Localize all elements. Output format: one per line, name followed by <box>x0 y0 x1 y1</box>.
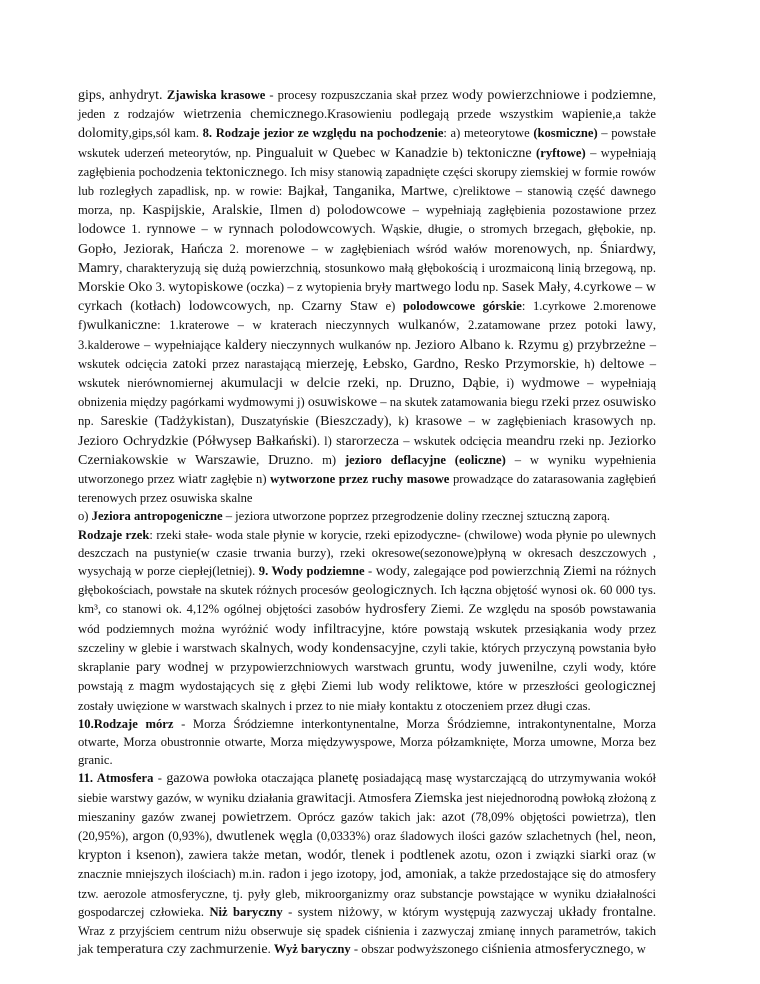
text-run: wiatr <box>178 472 207 488</box>
text-run: Jeziorko Czerniakowskie <box>78 433 657 468</box>
text-run: Druzno <box>268 452 311 468</box>
text-run: wydostających się z głębi Ziemi lub <box>174 679 379 694</box>
text-run: pary wodnej <box>135 660 209 676</box>
text-run: lawy <box>625 318 653 334</box>
text-run: , 2.zatamowane przez potoki <box>456 318 626 333</box>
text-run: morenowe <box>245 241 305 257</box>
text-run: – wskutek odcięcia <box>78 337 656 371</box>
text-run: jest niejednorodną powłoką złożoną z mieszaniny gazów zwanej <box>78 790 657 824</box>
text-run: deltowe <box>600 356 645 372</box>
bold-run: 11. Atmosfera <box>78 771 154 786</box>
text-run: wody powierzchniowe <box>451 88 580 103</box>
text-run: wody kondensacyjne <box>296 640 416 656</box>
text-run: wapienie <box>561 107 613 123</box>
text-run: – w zagłębieniach wśród wałów <box>304 241 495 256</box>
text-run: : 1.kraterowe – w kraterach nieczynnych <box>157 318 398 333</box>
text-run: przez narastającą <box>206 356 307 371</box>
text-run: krasowe <box>415 414 462 430</box>
text-run: (hel, neon, krypton i ksenon) <box>78 828 656 864</box>
text-run: martwego lodu <box>394 280 480 296</box>
text-run: wody juwenilne <box>460 660 554 676</box>
text-run: , np. <box>267 299 302 314</box>
text-run: 3. <box>152 280 169 295</box>
text-run: rzeki np. <box>555 433 609 448</box>
text-run: w <box>168 452 196 467</box>
text-run: : rzeki stałe- woda stale płynie w korycie, rzeki epizodyczne- (chwilowe) woda płynie po ulewnych deszczach na pustynie(w czasie trwania burzy), rzeki okresowe(sezonowe)płyną w okresach deszczowych , wysychają w porze ciepłej(letniej). <box>78 527 656 579</box>
text-run: , zalegające pod powierzchnią <box>406 564 564 579</box>
text-run: krasowych <box>573 414 634 430</box>
text-run: Ziemi <box>563 564 597 580</box>
text-run: , jeden z rodzajów <box>78 88 656 122</box>
text-run: morenowych <box>494 241 568 257</box>
bold-run: polodowcowe górskie <box>402 299 522 314</box>
text-run: , Duszatyńskie <box>231 414 316 429</box>
text-run: wody infiltracyjne <box>274 621 382 637</box>
text-run: - <box>153 771 167 786</box>
paragraph-rodzaje-morz <box>78 715 656 770</box>
text-run: gruntu <box>414 660 452 676</box>
text-run: . Wąskie, długie, o stromych brzegach, głębokie, np. <box>372 222 657 237</box>
paragraph-jeziora <box>78 86 656 507</box>
text-run: np. <box>78 414 101 429</box>
bold-run: 10.Rodzaje mórz <box>78 716 174 731</box>
text-run: meandru <box>506 433 556 449</box>
text-run: delcie <box>306 376 341 392</box>
text-run: i związki <box>522 848 581 863</box>
text-run: . Ich misy stanowią zapadnięte części skorupy ziemskiej w formie rowów lub rozległych zapadlisk, np. w rowie: <box>78 164 656 199</box>
text-run: , 3.kalderowe – wypełniające <box>78 318 656 352</box>
text-run: Rzymu <box>518 337 559 353</box>
text-run: , w którym występują zazwyczaj <box>379 904 559 919</box>
text-run: (Półwysep Bałkański) <box>192 433 317 449</box>
text-run: metan, wodór, tlenek i podtlenek <box>264 848 455 864</box>
text-run: gips, anhydryt. <box>78 88 167 103</box>
text-run: Warszawie <box>195 452 257 468</box>
text-run: (0,93%), <box>164 828 217 843</box>
text-run: gazowa <box>166 771 210 787</box>
text-run: tektonicznego <box>205 164 284 180</box>
text-run: : a) meteorytowe <box>443 126 534 141</box>
text-run: – powstałe wskutek uderzeń meteorytów, np. <box>78 126 656 160</box>
text-run: – w zagłębieniach <box>462 414 574 429</box>
bold-run: (ryftowe) <box>536 145 586 160</box>
text-run: – wypełniają obnizenia między pagórkami wydmowymi j) <box>78 376 656 410</box>
text-run: 1. <box>125 222 147 237</box>
text-run: posiadającą masę wystarczającą do utrzymywania wokół siebie warstwy gazów, w wyniku działania <box>78 771 656 805</box>
text-run: wulkanów <box>397 318 457 334</box>
text-run: - procesy rozpuszczania skał przez <box>265 88 452 102</box>
text-run: zostały uwięzione w warstwach skalnych i przez to nie miały kontaktu z otoczeniem przez długi czas. <box>78 698 591 713</box>
text-run: Druzno, Dąbie <box>409 376 496 392</box>
text-run: temperatura czy zachmurzenie <box>96 942 268 958</box>
text-run: azotu, <box>455 848 496 863</box>
text-run: podziemne <box>591 88 653 103</box>
text-run: ,gips,sól kam. <box>128 126 203 141</box>
text-run: . Atmosfera <box>352 790 415 805</box>
text-run: w przypowierzchniowych warstwach <box>208 660 415 675</box>
text-run: geologicznych <box>352 583 434 599</box>
text-run: przybrzeżne <box>577 337 646 353</box>
text-run: .Krasowieniu podlegają przede wszystkim <box>324 107 562 122</box>
text-run: Ziemska <box>414 790 463 806</box>
text-run: (0,0333%) oraz śladowych ilości gazów szlachetnych <box>312 828 596 843</box>
text-run: rynnach polodowcowych <box>228 222 373 238</box>
text-run: . m) <box>310 452 345 467</box>
text-run: (Bieszczady) <box>315 414 389 430</box>
text-run: i jego izotopy, <box>300 867 381 882</box>
text-run: (oczka) – z wytopienia bryły <box>243 280 395 295</box>
text-run: Ziemi. Ze względu na sposób powstawania wód podziemnych można wyróżnić <box>78 602 656 636</box>
text-run: – wypełniają zagłębienia pochodzenia <box>78 145 656 179</box>
text-run: - Morza Śródziemne interkontynentalne, Morza Śródziemne, intrakontynentalne, Morza otwarte, Morza obustronnie otwarte, Morza międzywyspowe, Morza półzamknięte, Morza umowne, Morza bez granic. <box>78 716 656 768</box>
text-run: układy frontalne <box>558 904 653 920</box>
text-run: tlen <box>635 809 657 825</box>
text-run: rzeki <box>541 395 570 411</box>
bold-run: Niż baryczny <box>209 904 283 919</box>
bold-run: wytworzone przez ruchy masowe <box>270 472 450 487</box>
bold-run: Rodzaje rzek <box>78 527 150 542</box>
text-run: , <box>256 452 269 467</box>
text-run: – na skutek zatamowania biegu <box>377 395 542 410</box>
bold-run: 9. Wody podziemne <box>258 564 365 579</box>
text-run: wody <box>375 564 407 580</box>
text-run: , h) <box>575 356 601 371</box>
text-run: e) <box>377 299 403 314</box>
text-run: Jezioro Ochrydzkie <box>78 433 189 449</box>
text-run: jod, amoniak <box>380 867 454 883</box>
text-run: powietrzem <box>222 809 289 825</box>
text-run: ,a także <box>612 107 657 122</box>
text-run: Bajkał, Tanganika, Martwe <box>287 184 445 200</box>
text-run: - <box>364 564 376 579</box>
paragraph-atmosfera <box>78 769 656 959</box>
text-run: np. <box>479 280 502 295</box>
text-run: , charakteryzują się dużą powierzchnią, stosunkowo małą głębokością i urozmaiconą linią brzegową, np. <box>119 260 656 275</box>
text-run: wulkaniczne <box>86 318 158 334</box>
text-run: , <box>451 660 461 675</box>
bold-run: Wyż baryczny <box>273 942 351 957</box>
text-run: geologicznej <box>584 679 656 695</box>
text-run: nieczynnych wulkanów np. <box>266 337 416 352</box>
text-run: – wskutek odcięcia <box>399 433 507 448</box>
text-run: dolomity <box>78 126 129 142</box>
text-run: , które w przeszłości <box>468 679 585 694</box>
text-run: – wypełniają zagłębienia pozostawione przez <box>405 203 657 218</box>
text-run: skalnych <box>240 640 291 656</box>
text-run: 2. <box>222 241 246 256</box>
text-run: . l) <box>316 433 337 448</box>
text-run: mierzeję <box>306 356 355 372</box>
text-run: b) <box>447 145 468 160</box>
text-run: wytopiskowe <box>168 280 244 296</box>
text-run: wydmowe <box>521 376 580 392</box>
text-run: akumulacji <box>220 376 283 392</box>
text-run: – jeziora utworzone poprzez przegrodzenie doliny rzecznej sztuczną zaporą. <box>222 509 610 524</box>
text-run: na różnych głębokościach, powstałe na skutek różnych procesów <box>78 564 656 598</box>
text-run: , w <box>630 942 646 957</box>
text-run: , <box>354 356 363 371</box>
text-run: oraz (w znacznie mniejszych ilościach) m.in. <box>78 848 657 882</box>
text-run: powłoka otaczająca <box>209 771 318 786</box>
text-run: , zawiera także <box>180 848 265 863</box>
text-run: wietrzenia chemicznego <box>183 107 325 123</box>
text-run: ozon <box>495 848 523 864</box>
text-run: Pingualuit w Quebec w Kanadzie <box>255 145 448 161</box>
text-run: . Ich łączna objętość wynosi ok. 60 000 tys. km³, co stanowi ok. 4,12% ogólnej objętości zasobów <box>78 583 657 617</box>
text-run: . <box>267 942 274 957</box>
bold-run: jezioro deflacyjne (eoliczne) <box>344 452 506 467</box>
text-run: zagłębie n) <box>206 472 271 487</box>
text-run: . Wraz z przyjściem centrum niżu obserwuje się spadek ciśnienia i zazwyczaj zmianę innych parametrów, takich jak <box>78 904 657 957</box>
text-run: - obszar podwyższonego <box>350 942 482 957</box>
text-run: kaldery <box>224 337 267 353</box>
text-run: hydrosfery <box>365 602 426 618</box>
text-run: , i) <box>495 376 522 391</box>
text-run: Morskie Oko <box>78 280 153 296</box>
text-run: – w wyniku wypełnienia utworzonego przez <box>78 452 656 487</box>
text-run: siarki <box>580 848 612 864</box>
text-run: : 1.cyrkowe 2.morenowe f) <box>78 299 657 333</box>
text-run: przez <box>569 395 604 410</box>
text-run: polodowcowe <box>327 203 406 219</box>
text-run <box>340 376 347 390</box>
text-run: rzeki <box>347 376 376 392</box>
text-run: prowadzące do zatarasowania zagłębień terenowych przez osuwiska skalne <box>78 472 656 506</box>
text-run: – wskutek nierównomiernej <box>78 356 657 391</box>
text-run: azot <box>441 809 466 825</box>
text-run: k. <box>500 337 519 352</box>
text-run: , np. <box>375 376 410 391</box>
text-run: osuwiskowe <box>307 395 378 411</box>
text-run: lodowce <box>78 222 126 238</box>
text-run: np. <box>633 414 657 429</box>
text-run: , które powstają wskutek przesiąkania wody przez szczeliny w glebie i warstwach <box>78 621 656 655</box>
text-run: argon <box>132 828 165 844</box>
text-run: radon <box>268 867 301 883</box>
text-run: , k) <box>388 414 416 429</box>
text-run: , <box>290 640 297 655</box>
text-run: , 4. <box>567 280 584 295</box>
text-run: Kaspijskie, Aralskie, Ilmen <box>142 203 303 219</box>
text-run: , czyli wody, które powstają z <box>78 660 657 694</box>
text-run: i <box>579 88 592 102</box>
document-body <box>78 86 656 959</box>
text-run: – w <box>195 222 229 237</box>
text-run: Czarny Staw <box>301 299 378 315</box>
text-run: grawitacji <box>296 790 353 806</box>
text-run: . Oprócz gazów takich jak: <box>288 809 442 824</box>
text-run: Sasek Mały <box>501 280 568 296</box>
text-run: , a także przedostające się do atmosfery tzw. aerozole atmosferyczne, tj. pyły gleb, mikroorganizmy oraz substancje powstające w wyniku działalności gospodarczej człowieka. <box>78 867 657 919</box>
paragraph-rzeki-wody-podziemne <box>78 526 656 715</box>
text-run: - system <box>282 904 339 919</box>
text-run: w <box>282 376 307 391</box>
text-run: wody reliktowe <box>378 679 469 695</box>
text-run: , czyli takie, których przyczyną powstania było skraplanie <box>78 640 656 675</box>
text-run: (20,95%), <box>78 828 133 843</box>
paragraph-jeziora-antropogeniczne <box>78 507 656 525</box>
text-run: Gopło, Jeziorak, Hańcza <box>78 241 223 257</box>
text-run: Łebsko, Gardno, Resko Przymorskie <box>362 356 576 372</box>
text-run: Śniardwy, Mamry <box>78 241 656 276</box>
bold-run: 8. Rodzaje jezior ze względu na pochodzenie <box>202 126 444 141</box>
text-run: tektoniczne <box>467 145 532 161</box>
text-run: ciśnienia atmosferycznego <box>481 942 631 958</box>
bold-run: (kosmiczne) <box>533 126 598 141</box>
text-run: zatoki <box>172 356 207 372</box>
text-run: Jezioro Albano <box>415 337 501 353</box>
text-run: (78,09% objętości powietrza), <box>465 809 636 824</box>
text-run: (Tadżykistan) <box>154 414 232 430</box>
text-run: cyrkowe – w cyrkach (kotłach) lodowcowych <box>78 280 656 315</box>
text-run: d) <box>302 203 328 218</box>
text-run: Sareskie <box>100 414 148 430</box>
text-run: osuwisko <box>603 395 656 411</box>
text-run: o) <box>78 509 92 524</box>
text-run: magm <box>139 679 175 695</box>
bold-run: Zjawiska krasowe <box>166 88 266 102</box>
text-run: starorzecza <box>336 433 400 449</box>
text-run: rynnowe <box>146 222 196 238</box>
text-run: , np. <box>567 241 600 256</box>
text-run: , c)reliktowe – stanowią część dawnego morza, np. <box>78 184 656 218</box>
text-run: niżowy <box>338 904 380 920</box>
text-run: planetę <box>318 771 359 787</box>
text-run: g) <box>558 337 578 352</box>
text-run: dwutlenek węgla <box>216 828 313 844</box>
bold-run: Jeziora antropogeniczne <box>91 509 223 524</box>
